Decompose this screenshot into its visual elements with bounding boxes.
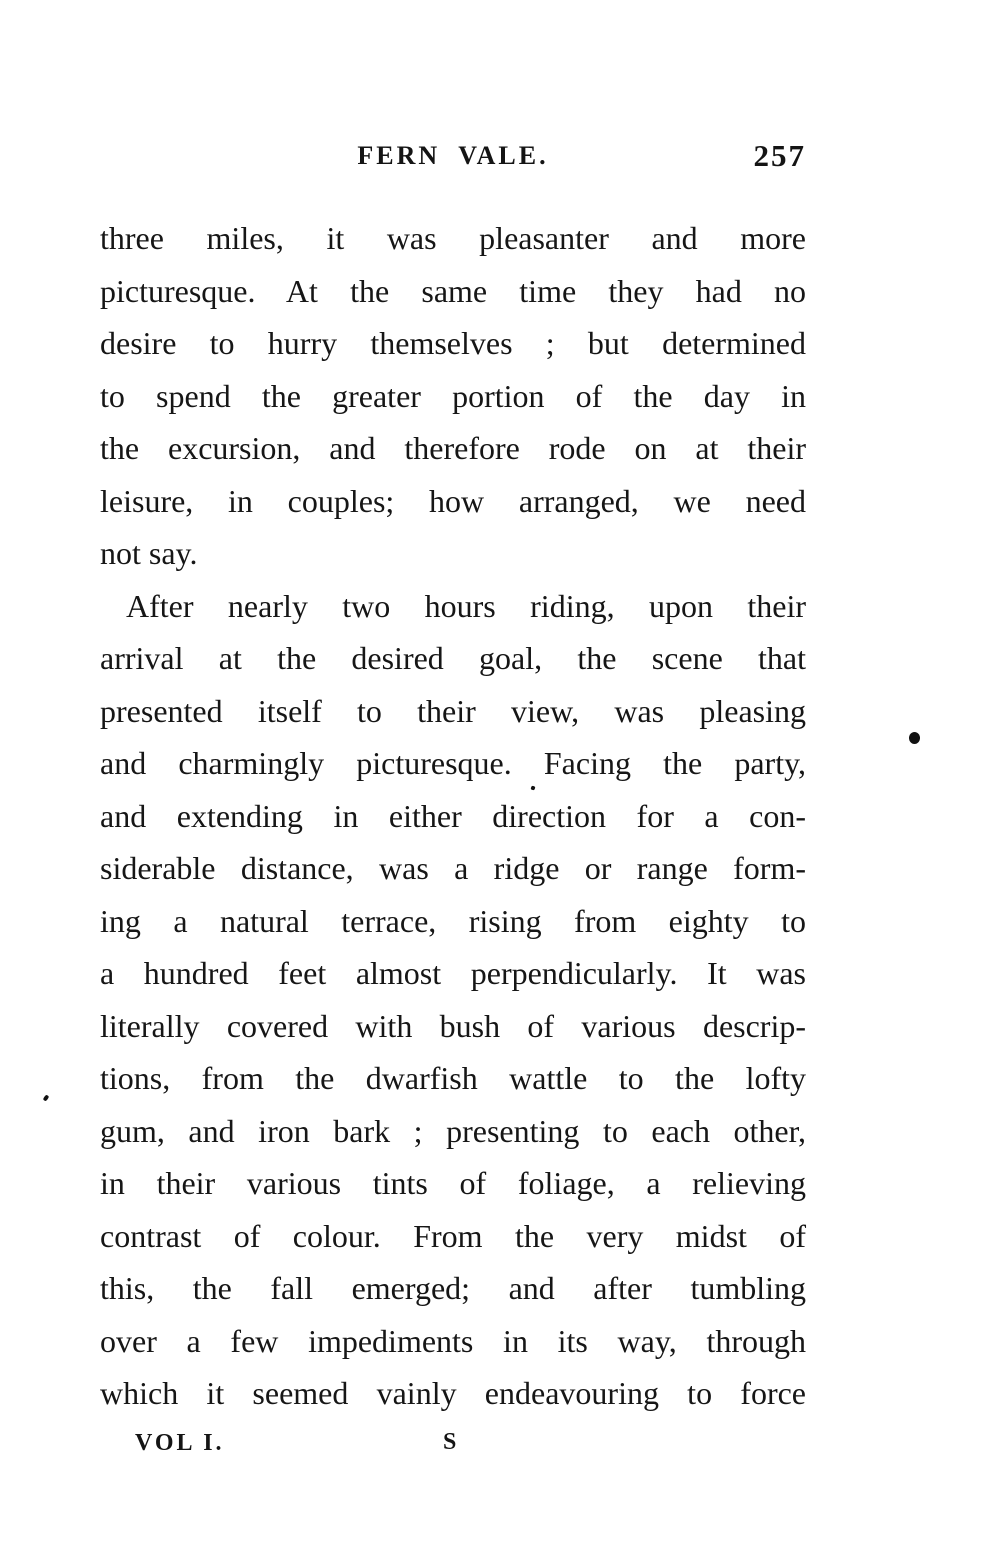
text-line: over a few impediments in its way, through — [100, 1322, 806, 1359]
text-line: literally covered with bush of various descrip- — [100, 1007, 806, 1044]
body-text — [100, 212, 806, 1420]
text-line: and extending in either direction for a con- — [100, 797, 806, 834]
text-line: picturesque. At the same time they had no — [100, 272, 806, 309]
text-line: and charmingly picturesque. Facing the party, — [100, 745, 806, 781]
text-line: this, the fall emerged; and after tumbling — [100, 1270, 806, 1306]
text-line: ing a natural terrace, rising from eighty to — [100, 902, 806, 939]
text-line-paragraph-start: After nearly two hours riding, upon their — [126, 587, 806, 624]
text-line: presented itself to their view, was pleasing — [100, 692, 806, 729]
text-line: in their various tints of foliage, a relieving — [100, 1165, 806, 1201]
text-line: a hundred feet almost perpendicularly. It was — [100, 955, 806, 991]
text-line: desire to hurry themselves ; but determined — [100, 325, 806, 361]
footer-volume-label: VOL I. — [135, 1430, 225, 1456]
text-line: tions, from the dwarfish wattle to the lofty — [100, 1060, 806, 1096]
ink-spot — [909, 732, 920, 744]
running-head-title: FERN VALE. — [357, 141, 549, 170]
ink-spot — [43, 1094, 50, 1101]
text-line: the excursion, and therefore rode on at their — [100, 430, 806, 466]
page-number: 257 — [753, 138, 806, 173]
text-line: arrival at the desired goal, the scene that — [100, 640, 806, 676]
text-line: three miles, it was pleasanter and more — [100, 220, 806, 256]
text-line: to spend the greater portion of the day in — [100, 377, 806, 414]
text-line: contrast of colour. From the very midst of — [100, 1217, 806, 1254]
footer-signature-mark: S — [443, 1429, 457, 1455]
text-line: which it seemed vainly endeavouring to force — [100, 1375, 806, 1411]
text-line: gum, and iron bark ; presenting to each other, — [100, 1112, 806, 1149]
text-line-paragraph-end: not say. — [100, 535, 198, 571]
text-line: siderable distance, was a ridge or range form- — [100, 850, 806, 886]
text-line: leisure, in couples; how arranged, we need — [100, 482, 806, 519]
